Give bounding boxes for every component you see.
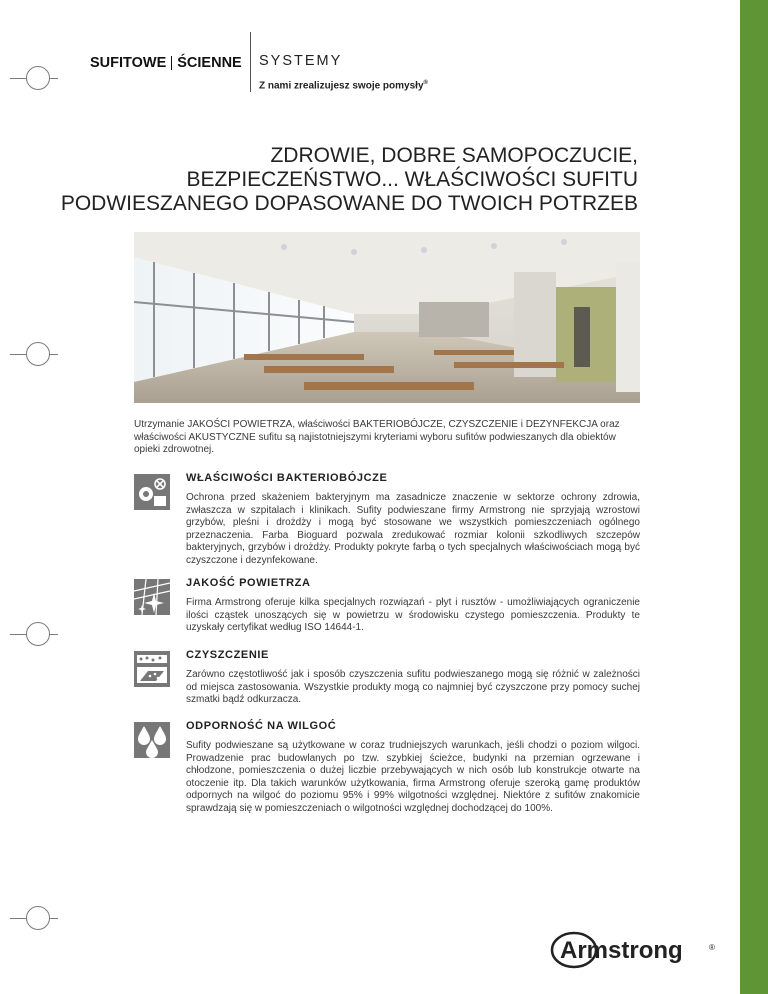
- binder-hole: [26, 622, 50, 646]
- section-body: Ochrona przed skażeniem bakteryjnym ma zasadnicze znaczenie w sektorze ochrony zdrowia, zwłaszcza w szpitalach i klinikach. Sufity podwieszane firmy Armstrong nie sprzyjają wzrostowi grzybów, pleśni i drożdży i mogą być stosowane we wszystkich pomieszczeniach ogólnego przeznaczenia. Farba Bioguard pozwala zredukować rozmiar kolonii szkodliwych szczepów bakteryjnych, grzybów i drożdży. Produkty pokryte farbą o tych specjalnych właściwościach mogą być czyszczone i dezynfekowane.: [186, 492, 640, 566]
- tagline-text: Z nami zrealizujesz swoje pomysły: [259, 80, 424, 92]
- brand-part1: SUFITOWE: [90, 55, 167, 71]
- registered-mark: ®: [423, 80, 428, 86]
- moisture-icon: [134, 722, 170, 758]
- bacteria-icon: [134, 474, 170, 510]
- tagline: [259, 80, 428, 91]
- logo-registered-mark: ®: [709, 943, 715, 952]
- brand-systemy: SYSTEMY: [259, 53, 343, 69]
- section-title: CZYSZCZENIE: [186, 649, 269, 661]
- headline-line: BEZPIECZEŃSTWO... WŁAŚCIWOŚCI SUFITU: [186, 168, 638, 191]
- armstrong-logo: [550, 928, 720, 972]
- section-body: Sufity podwieszane są użytkowane w coraz trudniejszych warunkach, jeśli chodzi o poziom wilgoci. Prowadzenie prac budowlanych po tzw. szybkiej ścieżce, budynki na przemian ogrzewane i chłodzone, pomieszczenia o dużej liczbie przebywających w nich osób lub konstrukcje otwarte na otoczenie itp. Dla takich warunków użytkowania, firma Armstrong oferuje szeroką gamę produktów odpornych na wilgoć do poziomu 95% i 99% wilgotności względnej. Niektóre z sufitów znakomicie sprawdzają się w pomieszczeniach o wilgotności względnej dochodzącej do 100%.: [186, 740, 640, 814]
- section-cleaning: [134, 649, 640, 713]
- section-title: JAKOŚĆ POWIETRZA: [186, 577, 311, 589]
- brand-title: [90, 53, 242, 73]
- headline-line: ZDROWIE, DOBRE SAMOPOCZUCIE,: [270, 144, 638, 167]
- binder-hole: [26, 66, 50, 90]
- section-body: Firma Armstrong oferuje kilka specjalnych rozwiązań - płyt i rusztów - umożliwiających ograniczenie ilości cząstek unoszących się w powietrzu w środowisku czystego pomieszczenia. Produkty te uzyskały certyfikat według ISO 14644-1.: [186, 597, 640, 634]
- air-quality-icon: [134, 579, 170, 615]
- page-headline: [18, 144, 638, 216]
- binder-hole: [26, 342, 50, 366]
- green-side-bar: [740, 0, 768, 994]
- section-title: ODPORNOŚĆ NA WILGOĆ: [186, 720, 337, 732]
- brand-part2: ŚCIENNE: [177, 55, 242, 71]
- hospital-waiting-room-photo: [134, 232, 640, 403]
- binder-hole: [26, 906, 50, 930]
- brand-separator: [171, 56, 172, 70]
- header-divider: [250, 32, 251, 92]
- headline-line: PODWIESZANEGO DOPASOWANE DO TWOICH POTRZEB: [60, 192, 638, 215]
- section-bacteria: [134, 472, 640, 582]
- section-air-quality: [134, 577, 640, 647]
- intro-paragraph: Utrzymanie JAKOŚCI POWIETRZA, właściwości BAKTERIOBÓJCZE, CZYSZCZENIE i DEZYNFEKCJA oraz właściwości AKUSTYCZNE sufitu są najistotniejszymi kryteriami wyboru sufitów podwieszanych dla obiektów opieki zdrowotnej.: [134, 419, 620, 456]
- cleaning-icon: [134, 651, 170, 687]
- logo-text: Armstrong: [560, 937, 683, 964]
- section-body: Zarówno częstotliwość jak i sposób czyszczenia sufitu podwieszanego mogą się różnić w zależności od miejsca zastosowania. Wszystkie produkty mogą co najmniej być czyszczone przy pomocy suchej szmatki bądź odkurzacza.: [186, 669, 640, 706]
- section-title: WŁAŚCIWOŚCI BAKTERIOBÓJCZE: [186, 472, 388, 484]
- section-moisture: [134, 720, 640, 830]
